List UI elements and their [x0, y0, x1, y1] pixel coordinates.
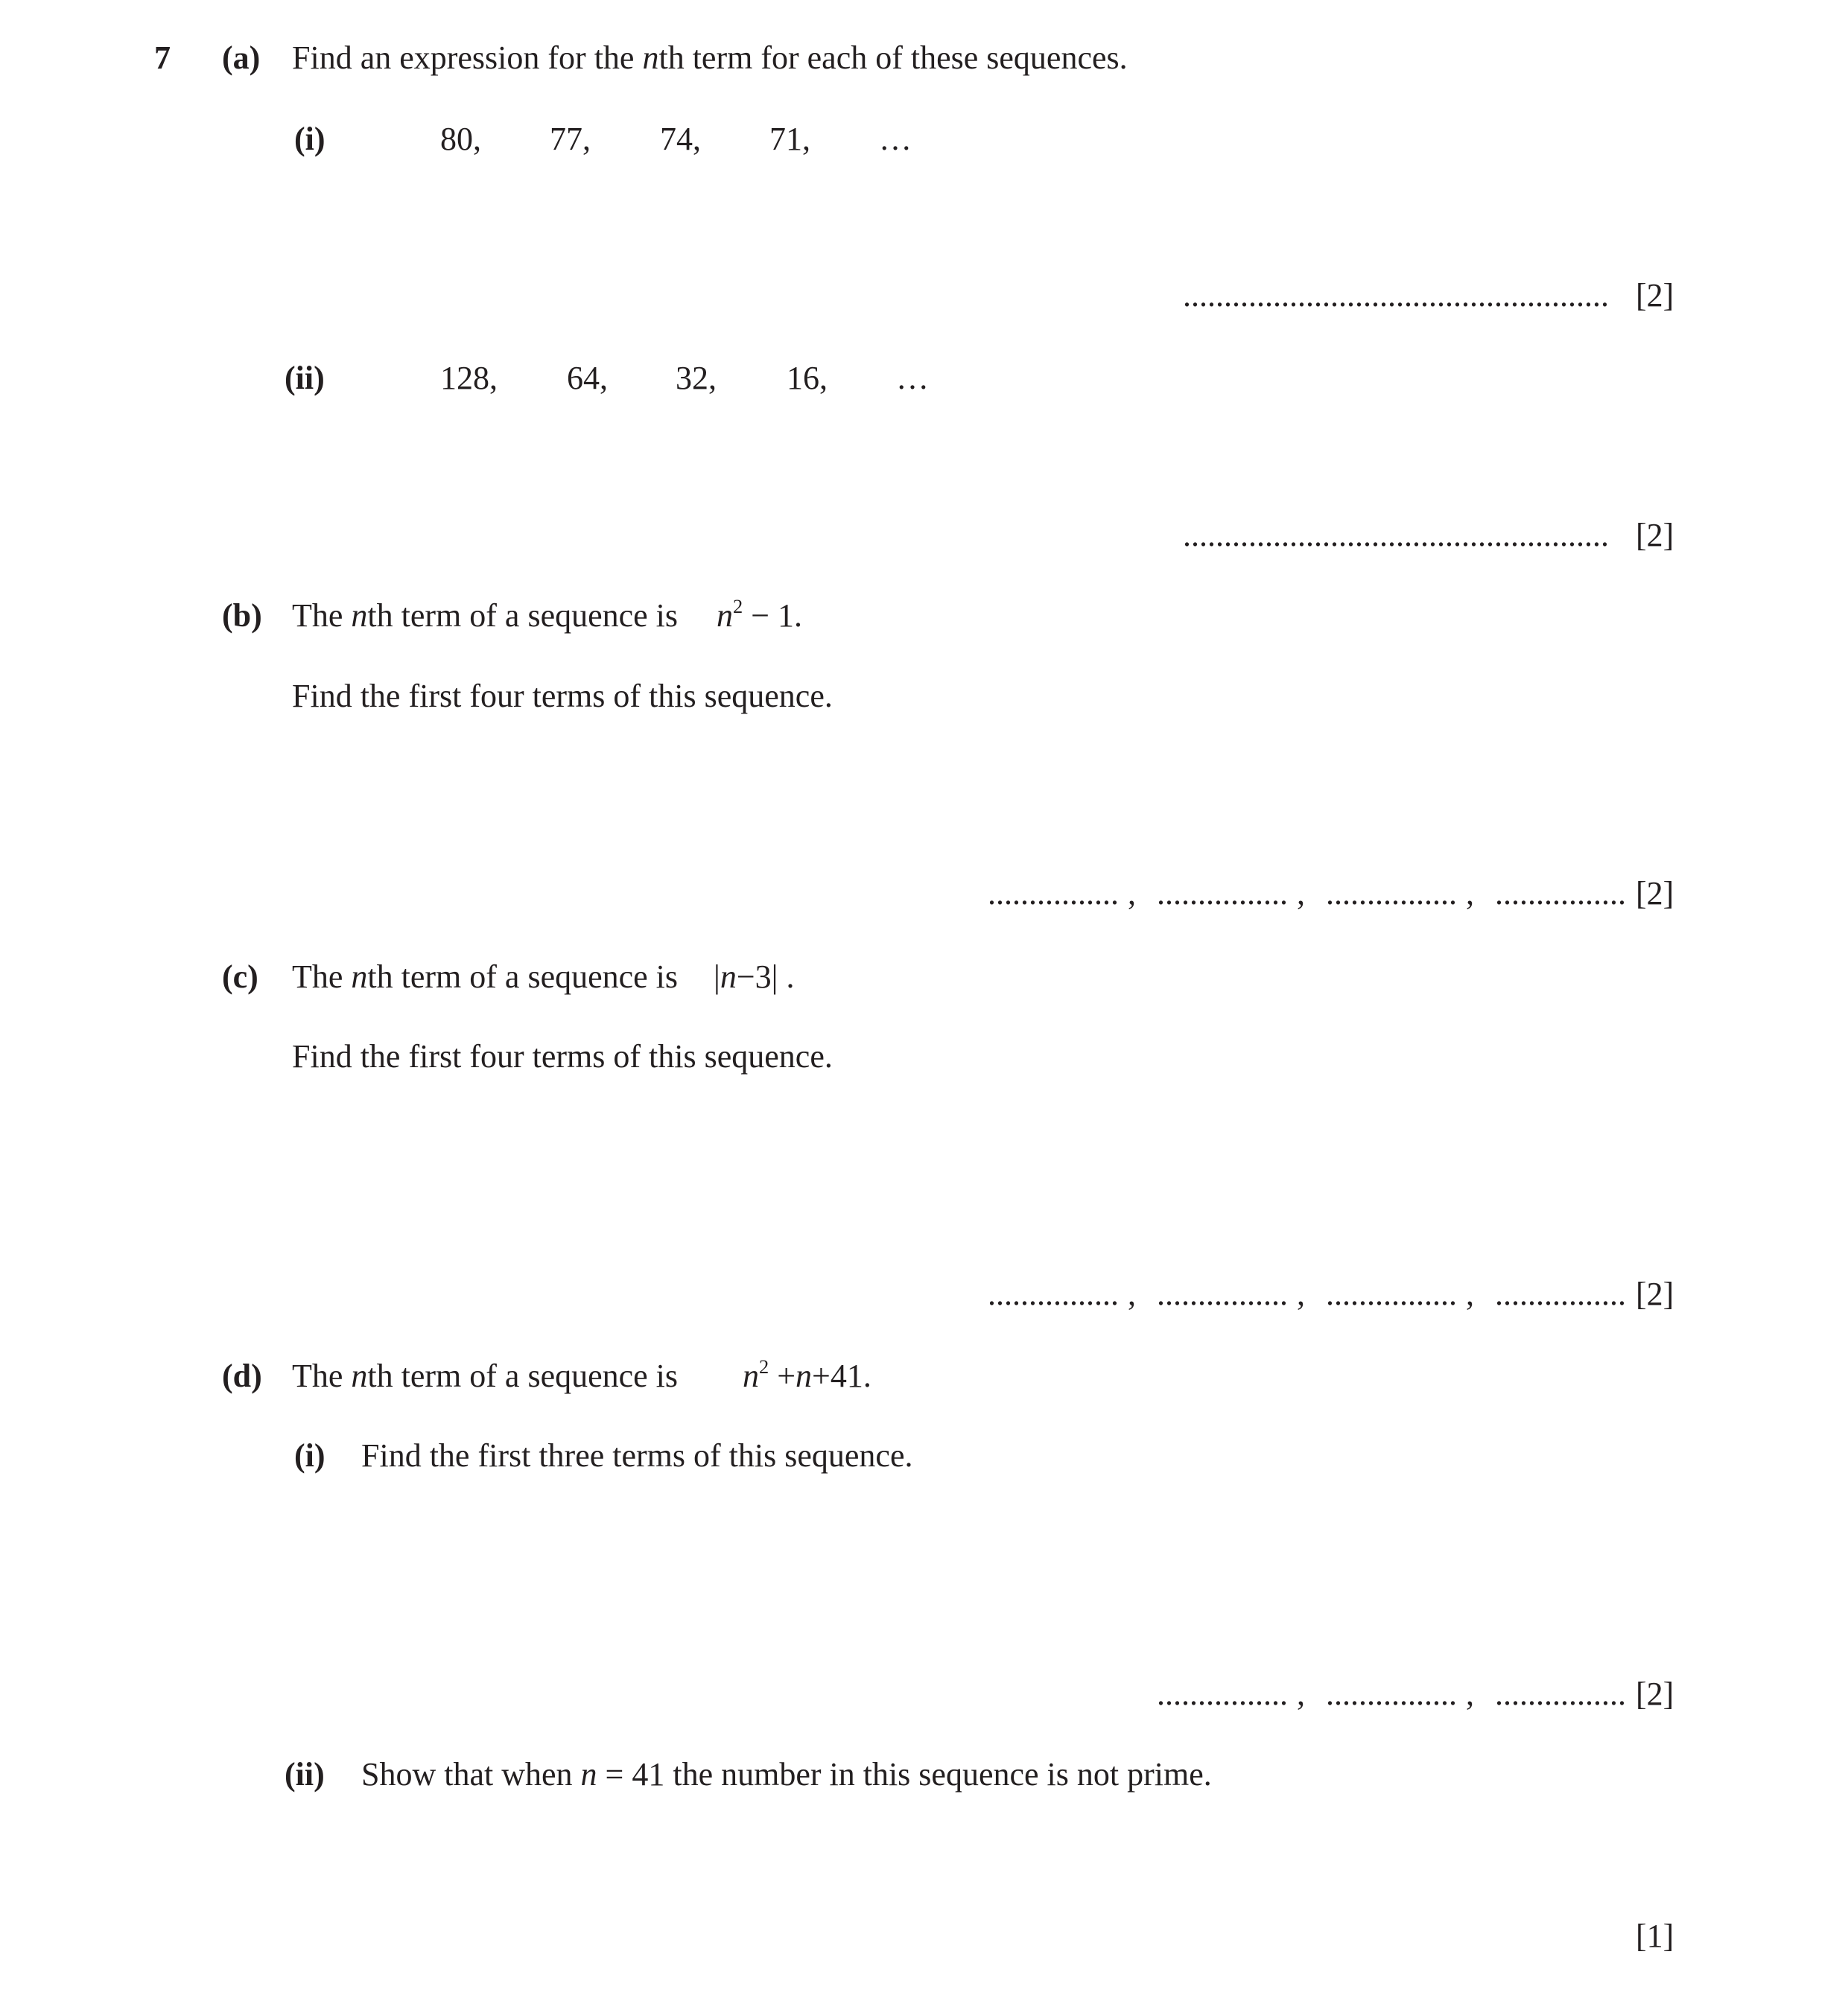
expr-variable: n [743, 1358, 759, 1394]
part-a-label: (a) [222, 39, 261, 76]
part-b-expression [717, 595, 803, 634]
sequence-term: 74, [660, 121, 701, 157]
part-a-prompt [292, 39, 1128, 76]
part-c-stem-post: th term of a sequence is [367, 958, 679, 995]
answer-line[interactable]: ................ [1495, 1276, 1626, 1312]
part-a-prompt-pre: Find an expression for the [292, 39, 643, 76]
answer-line[interactable]: ................ [1326, 1276, 1457, 1312]
expr-rest: −3 [736, 958, 772, 995]
answer-line[interactable]: ................ [1495, 1676, 1626, 1712]
part-c-label: (c) [222, 958, 258, 995]
sequence-term: 64, [567, 360, 608, 396]
part-c-stem-pre: The [292, 958, 352, 995]
answer-line[interactable]: ................ [1157, 875, 1288, 912]
comma: , [1297, 1276, 1305, 1312]
part-b-label: (b) [222, 597, 262, 634]
sequence-term: 77, [550, 121, 591, 157]
comma: , [1128, 875, 1136, 912]
marks-label: [2] [1636, 1676, 1674, 1712]
sequence-ellipsis: … [896, 360, 929, 396]
sequence-ellipsis: … [879, 121, 912, 157]
expr-end: . [778, 958, 795, 995]
sequence-term: 16, [787, 360, 828, 396]
part-b-stem-n: n [351, 597, 368, 634]
part-a-prompt-post: th term for each of these sequences. [658, 39, 1128, 76]
part-c-stem [292, 958, 679, 995]
answer-line[interactable]: .................................................... [1183, 517, 1609, 553]
comma: , [1466, 1276, 1474, 1312]
sequence-term: 71, [769, 121, 810, 157]
expr-variable: n [717, 597, 733, 634]
part-d-stem-pre: The [292, 1358, 352, 1394]
expr-variable-2: n [796, 1358, 813, 1394]
answer-line[interactable]: .................................................... [1183, 277, 1609, 314]
part-b-stem-pre: The [292, 597, 352, 634]
part-c-stem-n: n [351, 958, 368, 995]
part-d-ii-text [361, 1758, 1212, 1791]
part-d-i-text: Find the first three terms of this sequence. [361, 1437, 913, 1474]
expr-exponent: 2 [759, 1355, 769, 1378]
sequence-term: 32, [676, 360, 717, 396]
question-number: 7 [154, 39, 171, 76]
abs-bar-open: | [714, 958, 720, 995]
answer-line[interactable]: ................ [1326, 875, 1457, 912]
answer-line[interactable]: ................ [988, 875, 1119, 912]
expr-rest: − 1. [743, 597, 803, 634]
part-d-ii-text-post: = 41 the number in this sequence is not prime. [597, 1756, 1212, 1793]
answer-line[interactable]: ................ [1157, 1276, 1288, 1312]
comma: , [1297, 1676, 1305, 1712]
marks-label: [2] [1636, 517, 1674, 553]
part-d-stem-n: n [351, 1358, 368, 1394]
expr-rest: +41. [812, 1358, 871, 1394]
comma: , [1466, 875, 1474, 912]
answer-line[interactable]: ................ [1157, 1676, 1288, 1712]
part-d-ii-label: (ii) [285, 1756, 325, 1793]
abs-bar-close: | [771, 958, 778, 995]
answer-line[interactable]: ................ [1495, 875, 1626, 912]
marks-label: [1] [1636, 1918, 1674, 1954]
part-d-label: (d) [222, 1358, 262, 1394]
answer-line[interactable]: ................ [988, 1276, 1119, 1312]
comma: , [1466, 1676, 1474, 1712]
marks-label: [2] [1636, 875, 1674, 912]
part-a-ii-label: (ii) [285, 360, 325, 396]
marks-label: [2] [1636, 1276, 1674, 1312]
sequence-term: 128, [440, 360, 498, 396]
part-b-stem [292, 599, 678, 632]
comma: , [1297, 875, 1305, 912]
comma: , [1128, 1276, 1136, 1312]
part-b-instruction: Find the first four terms of this sequence. [292, 678, 833, 714]
part-d-stem [292, 1360, 678, 1393]
part-d-stem-post: th term of a sequence is [367, 1358, 679, 1394]
sequence-term: 80, [440, 121, 481, 157]
part-d-expression [743, 1355, 871, 1394]
part-a-i-label: (i) [294, 121, 326, 157]
marks-label: [2] [1636, 277, 1674, 314]
part-d-ii-text-n: n [580, 1756, 597, 1793]
answer-line[interactable]: ................ [1326, 1676, 1457, 1712]
part-b-stem-post: th term of a sequence is [367, 597, 679, 634]
part-a-prompt-n: n [642, 39, 659, 76]
expr-plus: + [769, 1358, 796, 1394]
part-c-instruction: Find the first four terms of this sequence. [292, 1038, 833, 1075]
expr-exponent: 2 [733, 595, 743, 618]
expr-variable: n [720, 958, 737, 995]
part-c-expression [714, 958, 795, 995]
part-d-i-label: (i) [294, 1437, 326, 1474]
part-d-ii-text-pre: Show that when [361, 1756, 581, 1793]
